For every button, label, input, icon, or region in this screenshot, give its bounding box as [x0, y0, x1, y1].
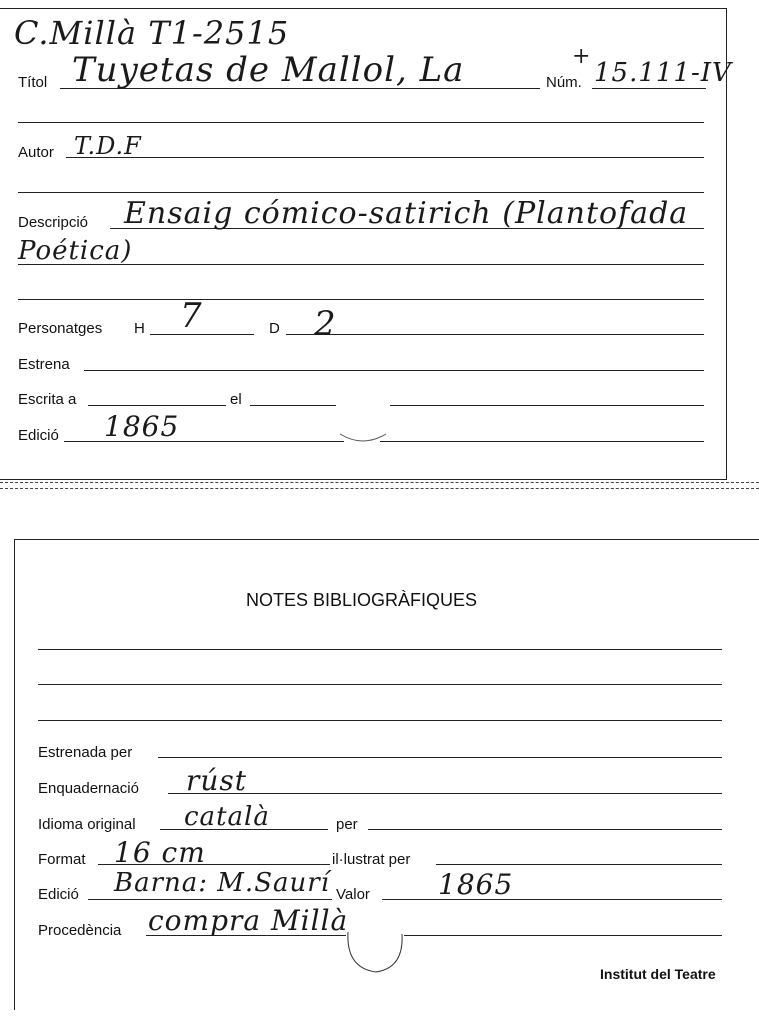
format-value: 16 cm: [114, 836, 206, 869]
valor-label: Valor: [336, 886, 370, 903]
idioma-label: Idioma original: [38, 816, 136, 833]
titol-value: Tuyetas de Mallol, La: [72, 50, 465, 90]
estrena-line: [84, 370, 704, 371]
format-il-label: il·lustrat per: [332, 851, 411, 868]
blank-line: [38, 649, 722, 650]
edicio2-value: Barna: M.Saurí: [114, 868, 330, 898]
estrena-label: Estrena: [18, 356, 70, 373]
descripcio-value-line1: Ensaig cómico-satirich (Plantofada: [124, 196, 689, 231]
blank-line: [38, 684, 722, 685]
personatges-d-value: 2: [314, 304, 337, 344]
num-label: Núm.: [546, 74, 582, 91]
edicio-label: Edició: [18, 427, 59, 444]
valor-value: 1865: [438, 868, 514, 901]
autor-line: [66, 157, 704, 158]
blank-line: [18, 122, 704, 123]
procedencia-line-2: [404, 935, 722, 936]
personatges-h-value: 7: [180, 296, 203, 336]
punch-hole-arc: [344, 928, 408, 976]
edicio-value: 1865: [104, 410, 180, 443]
autor-label: Autor: [18, 144, 54, 161]
edicio2-line: [88, 899, 332, 900]
idioma-per-line: [368, 829, 722, 830]
idioma-value: català: [184, 802, 270, 832]
personatges-d-line: [286, 334, 704, 335]
personatges-h-label: H: [134, 320, 145, 337]
valor-line: [382, 899, 722, 900]
procedencia-label: Procedència: [38, 922, 122, 939]
edicio-line-2: [380, 441, 704, 442]
blank-line: [38, 720, 722, 721]
num-line: [592, 88, 706, 89]
escrita-label: Escrita a: [18, 391, 77, 408]
descripcio-label: Descripció: [18, 214, 89, 231]
format-il-line: [436, 864, 722, 865]
autor-value: T.D.F: [74, 132, 142, 160]
titol-label: Títol: [18, 74, 48, 91]
punch-hole-arc: [338, 392, 388, 444]
estrenada-label: Estrenada per: [38, 744, 133, 761]
card-header-handwritten: C.Millà T1-2515: [14, 14, 290, 52]
format-label: Format: [38, 851, 86, 868]
institut-del-teatre-footer: Institut del Teatre: [600, 966, 716, 982]
descripcio-value-line2: Poética): [18, 236, 133, 266]
edicio2-label: Edició: [38, 886, 79, 903]
enquadernacio-line: [168, 793, 722, 794]
card-separator: [0, 482, 759, 483]
blank-line: [18, 192, 704, 193]
escrita-el-line-2: [390, 405, 704, 406]
num-mark: +: [572, 44, 592, 69]
num-value: 15.111-IV: [594, 58, 732, 88]
enquadernacio-value: rúst: [186, 764, 248, 797]
idioma-per-label: per: [336, 816, 358, 833]
personatges-d-label: D: [269, 320, 280, 337]
escrita-line: [88, 405, 226, 406]
notes-title: NOTES BIBLIOGRÀFIQUES: [246, 590, 478, 610]
personatges-label: Personatges: [18, 320, 103, 337]
enquadernacio-label: Enquadernació: [38, 780, 139, 797]
procedencia-value: compra Millà: [148, 904, 349, 937]
blank-line: [18, 299, 704, 300]
card-separator: [0, 488, 759, 489]
escrita-el-label: el: [230, 391, 242, 408]
estrenada-line: [158, 757, 722, 758]
escrita-el-line: [250, 405, 336, 406]
